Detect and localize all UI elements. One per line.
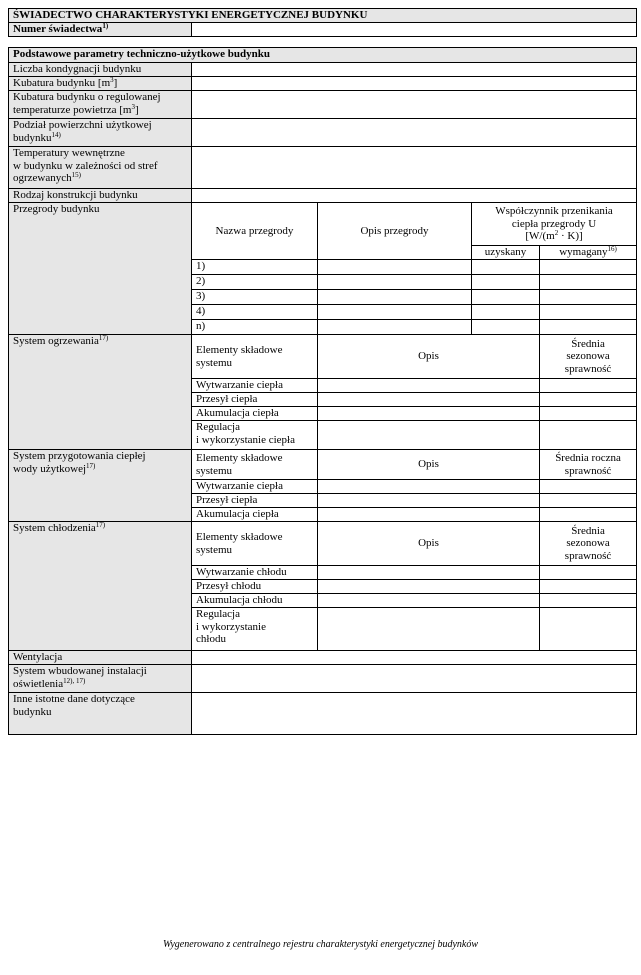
heating-row-label: Akumulacja ciepła — [192, 407, 318, 421]
heating-system-label: System ogrzewania$^{17)}$ — [9, 335, 192, 450]
partition-required-cell[interactable] — [540, 260, 637, 275]
hot-water-desc-cell[interactable] — [318, 480, 540, 494]
area-split-value[interactable] — [192, 119, 637, 147]
construction-value[interactable] — [192, 189, 637, 203]
ventilation-value[interactable] — [192, 651, 637, 665]
cooling-eff-cell[interactable] — [540, 608, 637, 651]
cooling-row-label: Wytwarzanie chłodu — [192, 566, 318, 580]
area-split-label: Podział powierzchni użytkowej budynku$^{14)}$ — [9, 119, 192, 147]
partition-row-label: 2) — [192, 275, 318, 290]
temperatures-value[interactable] — [192, 147, 637, 189]
u-obtained-header: uzyskany — [472, 246, 540, 260]
floors-label: Liczba kondygnacji budynku — [9, 63, 192, 77]
heating-desc-cell[interactable] — [318, 407, 540, 421]
partition-desc-header: Opis przegrody — [318, 203, 472, 260]
cooling-desc-header: Opis — [318, 522, 540, 566]
lighting-value[interactable] — [192, 665, 637, 693]
hot-water-system-label: System przygotowania ciepłej wody użytkowej$^{17)}$ — [9, 450, 192, 522]
hot-water-desc-header: Opis — [318, 450, 540, 480]
cooling-row-label: Regulacja i wykorzystanie chłodu — [192, 608, 318, 651]
u-coefficient-header: Współczynnik przenikania ciepła przegrody U $[W/(m^2 \cdot K)]$ — [472, 203, 637, 246]
volume-value[interactable] — [192, 77, 637, 91]
partition-required-cell[interactable] — [540, 305, 637, 320]
cooling-eff-cell[interactable] — [540, 566, 637, 580]
parameters-table — [8, 47, 637, 735]
other-data-value[interactable] — [192, 693, 637, 735]
hot-water-row-label: Akumulacja ciepła — [192, 508, 318, 522]
cooling-system-label: System chłodzenia$^{17)}$ — [9, 522, 192, 651]
volume-label: Kubatura budynku $[m^3]$ — [9, 77, 192, 91]
document-title: ŚWIADECTWO CHARAKTERYSTYKI ENERGETYCZNEJ BUDYNKU — [9, 9, 637, 23]
partition-obtained-cell[interactable] — [472, 290, 540, 305]
heating-row-label: Regulacja i wykorzystanie ciepła — [192, 421, 318, 450]
heating-eff-cell[interactable] — [540, 393, 637, 407]
heating-desc-cell[interactable] — [318, 421, 540, 450]
partition-desc-cell[interactable] — [318, 320, 472, 335]
certificate-header-table — [8, 8, 637, 37]
partition-required-cell[interactable] — [540, 290, 637, 305]
cooling-desc-cell[interactable] — [318, 594, 540, 608]
partition-required-cell[interactable] — [540, 320, 637, 335]
heating-desc-cell[interactable] — [318, 393, 540, 407]
heating-eff-cell[interactable] — [540, 421, 637, 450]
temperatures-label: Temperatury wewnętrzne w budynku w zależności od stref ogrzewanych$^{15)}$ — [9, 147, 192, 189]
hot-water-row-label: Przesył ciepła — [192, 494, 318, 508]
cooling-eff-cell[interactable] — [540, 580, 637, 594]
hot-water-elements-header: Elementy składowe systemu — [192, 450, 318, 480]
cooling-elements-header: Elementy składowe systemu — [192, 522, 318, 566]
floors-value[interactable] — [192, 63, 637, 77]
certificate-number-value[interactable] — [192, 23, 637, 37]
partition-row-label: 4) — [192, 305, 318, 320]
other-data-label: Inne istotne dane dotyczące budynku — [9, 693, 192, 735]
construction-label: Rodzaj konstrukcji budynku — [9, 189, 192, 203]
certificate-number-label: Numer świadectwa$^{1)}$ — [9, 23, 192, 37]
heating-desc-header: Opis — [318, 335, 540, 379]
heating-elements-header: Elementy składowe systemu — [192, 335, 318, 379]
partition-desc-cell[interactable] — [318, 305, 472, 320]
heating-eff-cell[interactable] — [540, 407, 637, 421]
heated-volume-label: Kubatura budynku o regulowanej temperaturze powietrza $[m^3]$ — [9, 91, 192, 119]
hot-water-eff-cell[interactable] — [540, 508, 637, 522]
cooling-desc-cell[interactable] — [318, 580, 540, 594]
partition-obtained-cell[interactable] — [472, 320, 540, 335]
cooling-desc-cell[interactable] — [318, 566, 540, 580]
partition-desc-cell[interactable] — [318, 260, 472, 275]
cooling-row-label: Przesył chłodu — [192, 580, 318, 594]
hot-water-desc-cell[interactable] — [318, 494, 540, 508]
cooling-eff-cell[interactable] — [540, 594, 637, 608]
heating-row-label: Wytwarzanie ciepła — [192, 379, 318, 393]
heating-row-label: Przesył ciepła — [192, 393, 318, 407]
hot-water-desc-cell[interactable] — [318, 508, 540, 522]
partition-name-header: Nazwa przegrody — [192, 203, 318, 260]
hot-water-eff-cell[interactable] — [540, 480, 637, 494]
partition-required-cell[interactable] — [540, 275, 637, 290]
footer-note: Wygenerowano z centralnego rejestru charakterystyki energetycznej budynków — [162, 939, 479, 950]
section-title: Podstawowe parametry techniczno-użytkowe budynku — [9, 48, 637, 63]
partition-row-label: n) — [192, 320, 318, 335]
partition-obtained-cell[interactable] — [472, 260, 540, 275]
cooling-row-label: Akumulacja chłodu — [192, 594, 318, 608]
partition-desc-cell[interactable] — [318, 290, 472, 305]
heating-eff-cell[interactable] — [540, 379, 637, 393]
cooling-efficiency-header: Średnia sezonowa sprawność — [540, 522, 637, 566]
cooling-desc-cell[interactable] — [318, 608, 540, 651]
hot-water-row-label: Wytwarzanie ciepła — [192, 480, 318, 494]
hot-water-eff-cell[interactable] — [540, 494, 637, 508]
partitions-label: Przegrody budynku — [9, 203, 192, 335]
hot-water-efficiency-header: Średnia roczna sprawność — [540, 450, 637, 480]
ventilation-label: Wentylacja — [9, 651, 192, 665]
heating-efficiency-header: Średnia sezonowa sprawność — [540, 335, 637, 379]
u-required-header: wymagany$^{16)}$ — [540, 246, 637, 260]
partition-obtained-cell[interactable] — [472, 275, 540, 290]
lighting-label: System wbudowanej instalacji oświetlenia$^{12), 17)}$ — [9, 665, 192, 693]
partition-row-label: 1) — [192, 260, 318, 275]
partition-row-label: 3) — [192, 290, 318, 305]
heated-volume-value[interactable] — [192, 91, 637, 119]
partition-desc-cell[interactable] — [318, 275, 472, 290]
heating-desc-cell[interactable] — [318, 379, 540, 393]
partition-obtained-cell[interactable] — [472, 305, 540, 320]
